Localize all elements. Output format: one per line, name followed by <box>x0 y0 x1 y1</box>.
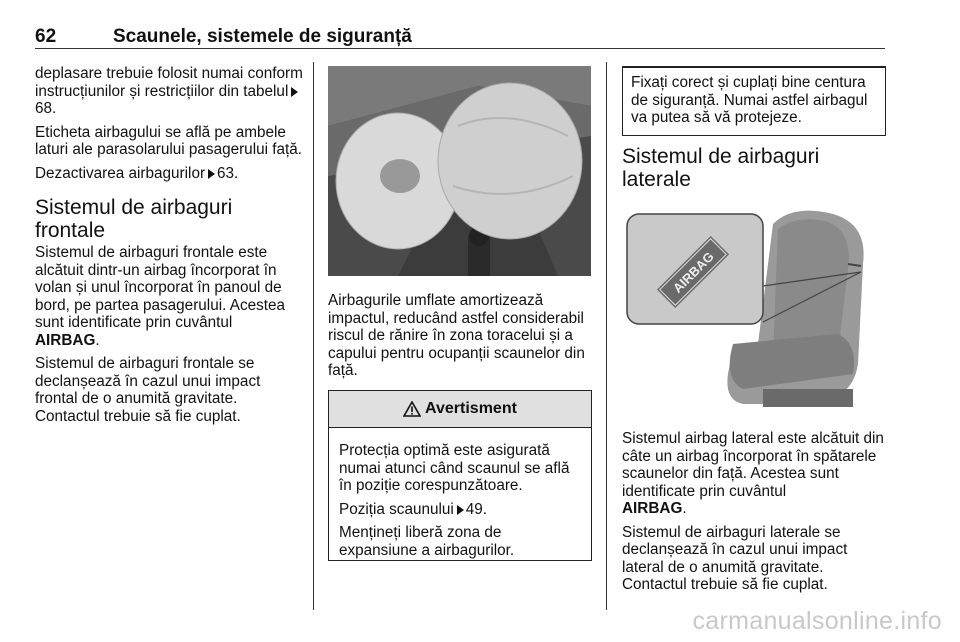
warning-triangle-icon <box>403 401 421 417</box>
watermark: carmanualsonline.info <box>692 607 942 635</box>
reference-arrow-icon <box>291 87 298 97</box>
front-airbags-illustration <box>328 66 591 276</box>
page-header <box>35 26 885 49</box>
figure-caption: Airbagurile umflate amortizează impactul, reducând astfel considerabil riscul de rănire în zona toracelui și a capului pentru ocupanții scaunelor din față. <box>328 292 585 379</box>
paragraph: Sistemul airbag lateral este alcătuit din câte un airbag încorporat în spătarele scaunelor din față. Acestea sunt identificate prin cuvântul AIRBAG. <box>622 430 884 517</box>
section-heading: Sistemul de airbaguri frontale <box>35 196 233 242</box>
reference-arrow-icon <box>208 169 215 179</box>
svg-text:AIRBAG: AIRBAG <box>669 248 717 296</box>
warning-box <box>328 390 592 561</box>
page-number: 62 <box>35 26 57 47</box>
paragraph: Eticheta airbagului se află pe ambele laturi ale parasolarului pasagerului față. <box>35 123 303 158</box>
column-right-body <box>622 430 886 600</box>
paragraph: Sistemul de airbaguri frontale se declanșează în cazul unui impact frontal de o anumită gravitate. Contactul trebuie să fie cuplat. <box>35 355 261 425</box>
side-airbag-seat-illustration <box>623 204 885 414</box>
column-divider <box>313 62 314 610</box>
page-reference[interactable]: 49. <box>465 500 488 518</box>
page-reference[interactable]: 63. <box>217 164 239 182</box>
note-text: Fixați corect și cuplați bine centura de siguranță. Numai astfel airbagul va putea să vă protejeze. <box>631 74 868 126</box>
paragraph: deplasare trebuie folosit numai conform instrucțiunilor și restricțiilor din tabelul68. <box>35 65 303 117</box>
warning-title: Avertisment <box>425 400 517 417</box>
warning-body <box>329 428 591 559</box>
page-reference[interactable]: 68. <box>35 100 57 117</box>
column-left <box>35 65 303 431</box>
warning-header <box>329 390 591 428</box>
paragraph: Protecția optimă este asigurată numai atunci când scaunul se află în poziție corespunzătoare. <box>339 442 570 494</box>
reference-arrow-icon <box>457 505 464 515</box>
bold-term: AIRBAG <box>622 500 683 517</box>
paragraph: Sistemul de airbaguri frontale este alcătuit dintr-un airbag încorporat în volan și unul încorporat în panoul de bord, pe partea pasagerului. Acestea sunt identificate prin cuvântul AIRBAG. <box>35 244 286 349</box>
paragraph: Sistemul de airbaguri laterale se declanșează în cazul unui impact lateral de o anumită gravitate. Contactul trebuie să fie cuplat. <box>622 523 848 593</box>
section-heading: Sistemul de airbaguri laterale <box>622 145 820 191</box>
paragraph: Poziția scaunului 49. <box>339 500 488 518</box>
note-box <box>622 66 886 136</box>
bold-term: AIRBAG <box>35 331 96 349</box>
column-middle <box>328 292 592 386</box>
column-divider <box>606 62 607 610</box>
paragraph: Dezactivarea airbagurilor 63. <box>35 164 239 182</box>
column-right <box>622 145 884 193</box>
page-title: Scaunele, sistemele de siguranță <box>113 26 412 47</box>
paragraph: Mențineți liberă zona de expansiune a airbagurilor. <box>339 524 515 559</box>
